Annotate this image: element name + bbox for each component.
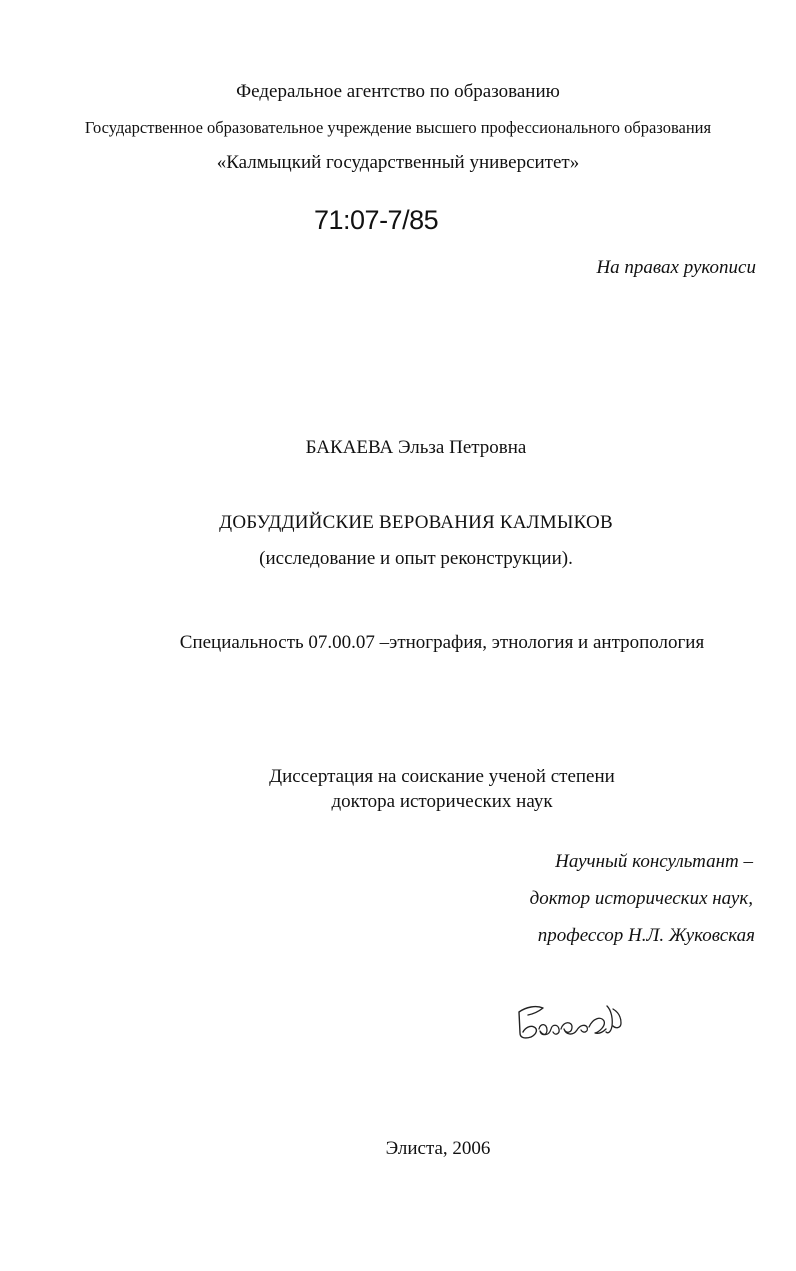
- institution-name: Государственное образовательное учреждение высшего профессионального образования: [84, 118, 712, 137]
- city-year: Элиста, 2006: [385, 1138, 491, 1159]
- consultant-name: профессор Н.Л. Жуковская: [537, 925, 755, 946]
- handwritten-signature: [505, 990, 630, 1045]
- dissertation-title: ДОБУДДИЙСКИЕ ВЕРОВАНИЯ КАЛМЫКОВ: [219, 512, 613, 533]
- agency-name: Федеральное агентство по образованию: [236, 81, 560, 102]
- rights-note: На правах рукописи: [596, 257, 756, 278]
- consultant-degree: доктор исторических наук,: [529, 888, 753, 909]
- consultant-role: Научный консультант –: [555, 851, 753, 872]
- dissertation-purpose-line2: доктора исторических наук: [331, 791, 553, 812]
- catalog-number: 71:07-7/85: [314, 205, 439, 235]
- dissertation-subtitle: (исследование и опыт реконструкции).: [259, 548, 573, 569]
- specialty-line: Специальность 07.00.07 –этнография, этнология и антропология: [179, 632, 705, 653]
- university-name: «Калмыцкий государственный университет»: [216, 152, 580, 173]
- author-name: БАКАЕВА Эльза Петровна: [305, 437, 527, 458]
- dissertation-purpose-line1: Диссертация на соискание ученой степени: [269, 766, 615, 787]
